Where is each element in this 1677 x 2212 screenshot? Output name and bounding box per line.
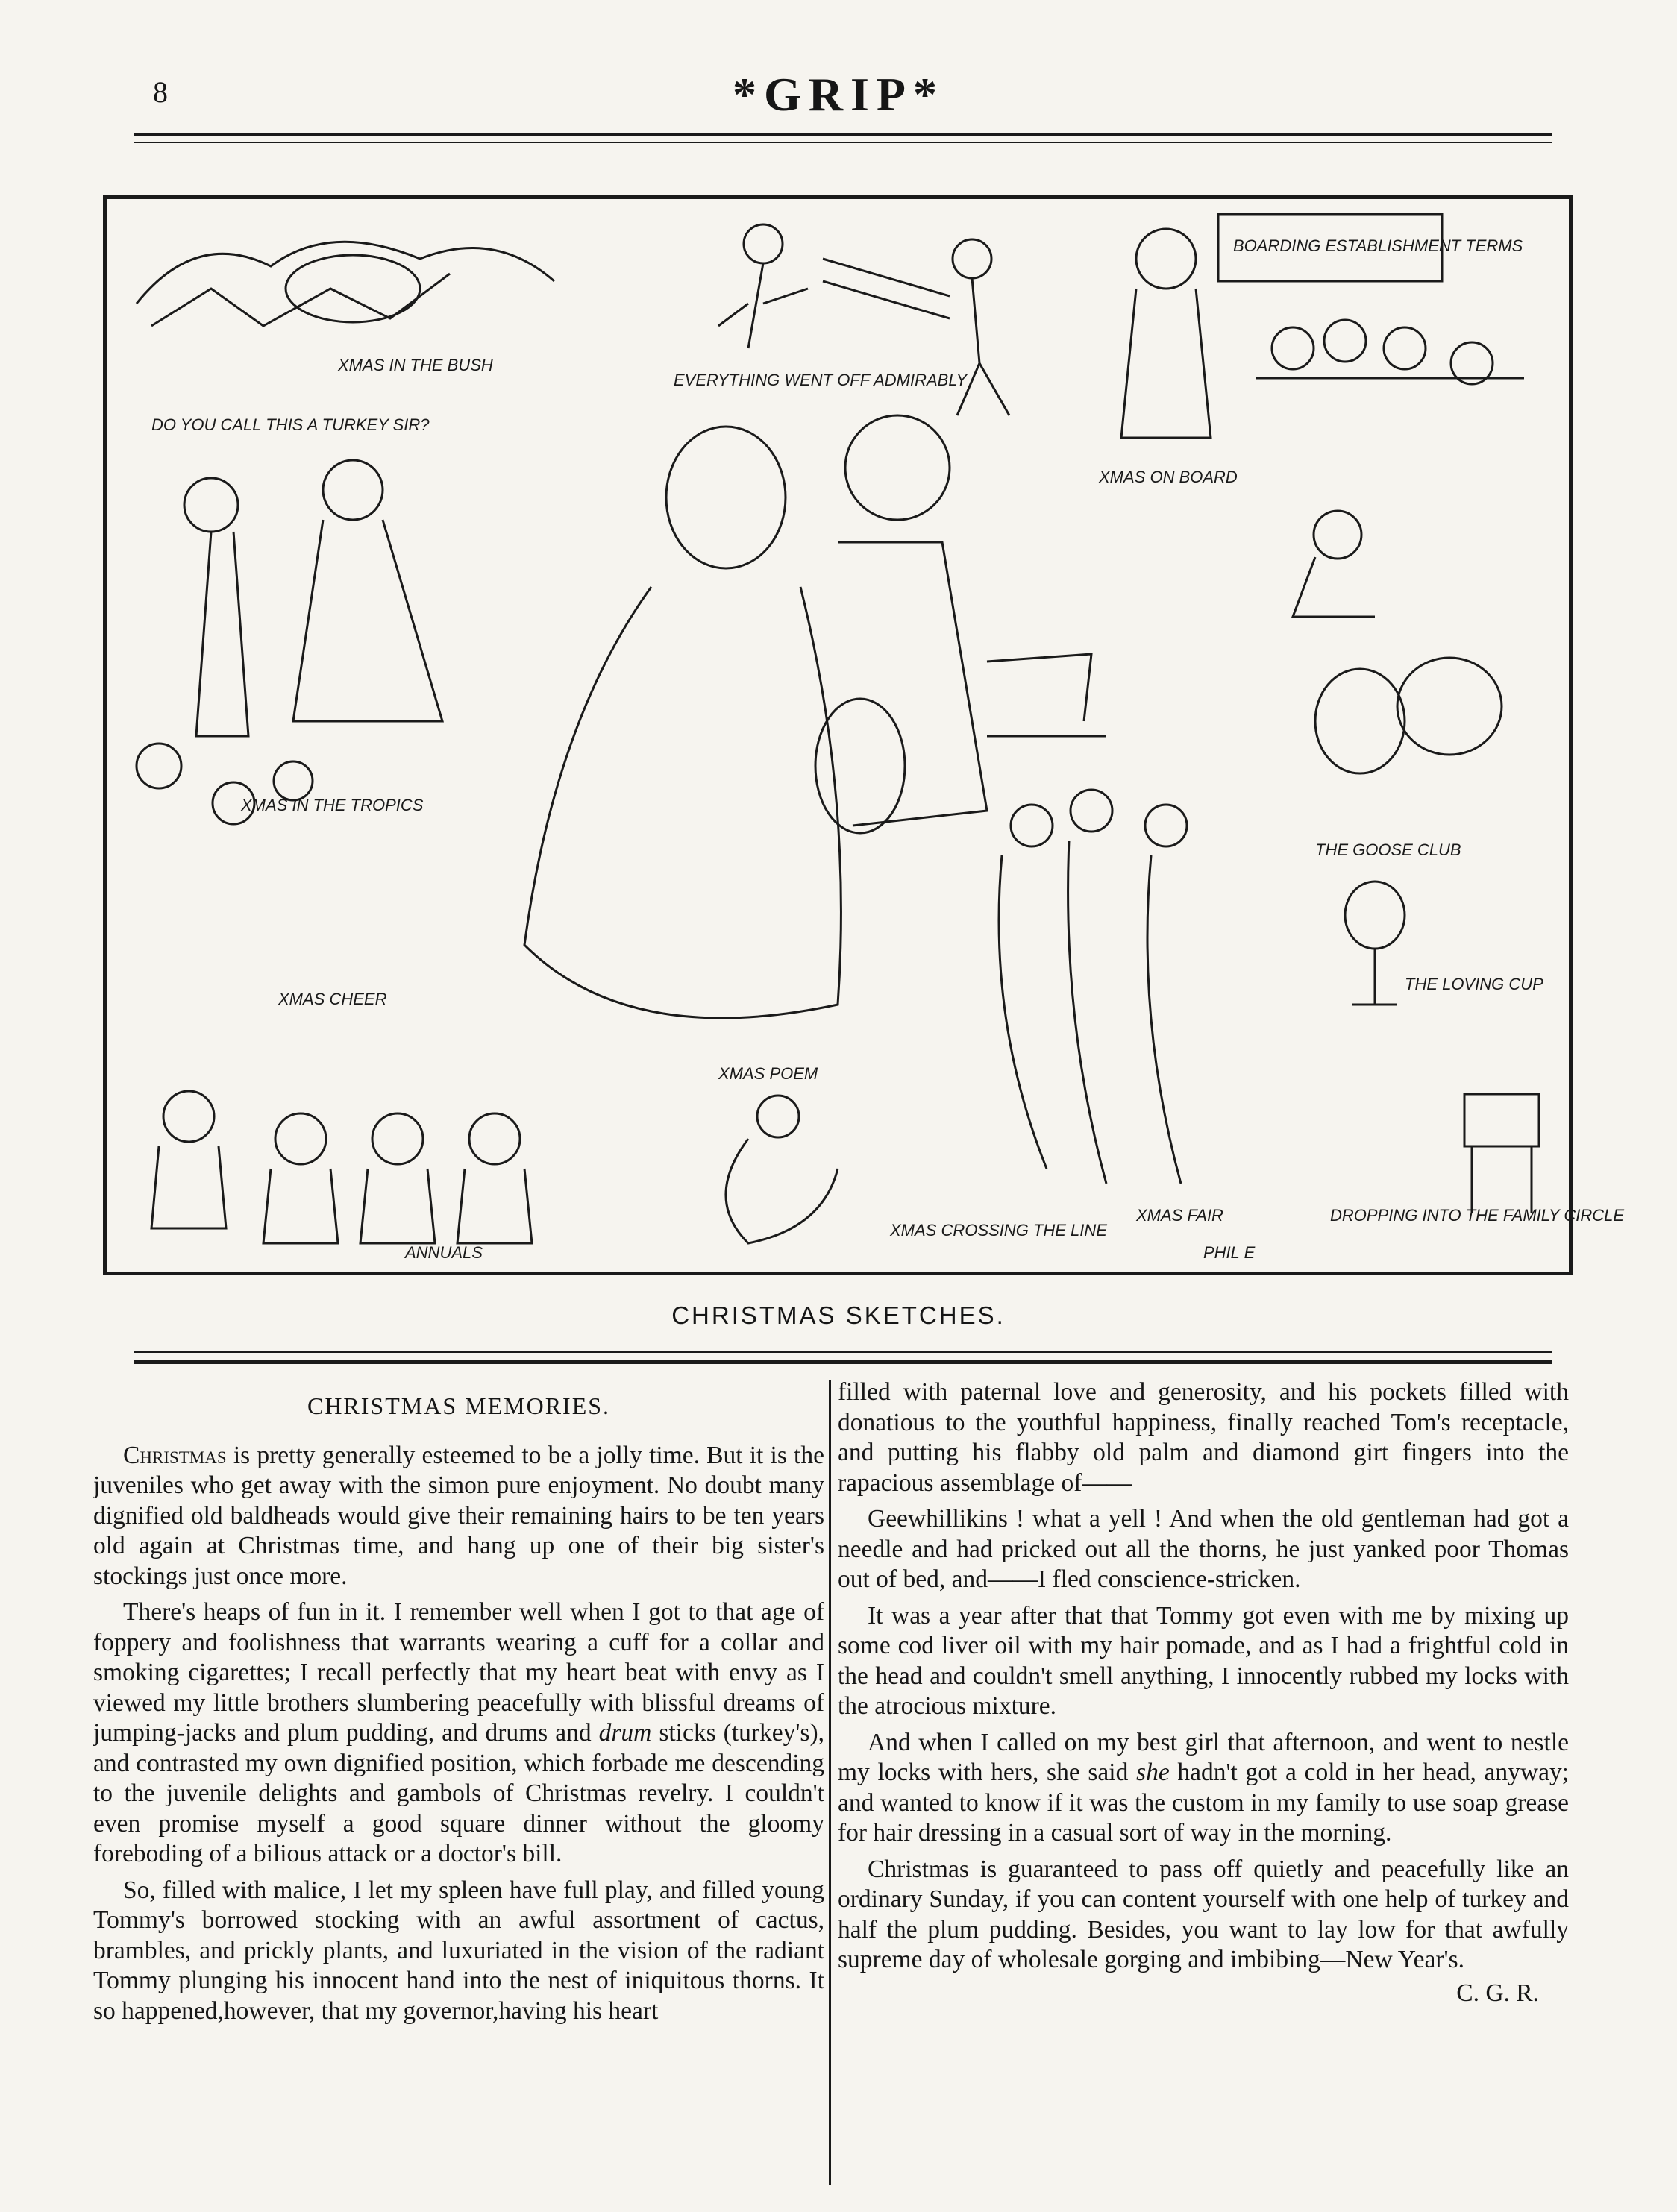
- header-rule-bottom: [134, 142, 1552, 143]
- artist-signature: PHIL E: [1203, 1243, 1256, 1262]
- paragraph-3-continued: filled with paternal love and generosity, and his pockets filled with donatious to the youthful happiness, finally reached Tom's receptacle, and putting his flabby old palm and diamond girt fingers into the rapacious assemblage of——: [838, 1378, 1569, 1497]
- label-xmas-on-board: XMAS ON BOARD: [1099, 468, 1238, 486]
- article-title: CHRISTMAS MEMORIES.: [307, 1392, 611, 1419]
- caption-rule-top: [134, 1351, 1552, 1353]
- label-xmas-poem: XMAS POEM: [718, 1064, 818, 1083]
- paragraph-4: Geewhillikins ! what a yell ! And when the old gentleman had got a needle and had pricked out all the thorns, he just yanked poor Thomas out of bed, and——I fled conscience-stricken.: [838, 1505, 1569, 1593]
- paragraph-2-text-a: There's heaps of fun in it. I remember well when I got to that age of foppery and foolishness that warrants wearing a cuff for a collar and smoking cigarettes; I recall perfectly that my heart beat with envy as I viewed my little brothers slumbering peacefully with blissful dreams of jumping-jacks and plum pudding, and drums and: [93, 1598, 824, 1747]
- header-rule-top: [134, 133, 1552, 136]
- label-boarding-establishment-terms: BOARDING ESTABLISHMENT TERMS: [1233, 236, 1523, 255]
- label-xmas-in-the-tropics: XMAS IN THE TROPICS: [241, 796, 424, 814]
- paragraph-7: Christmas is guaranteed to pass off quietly and peacefully like an ordinary Sunday, if you can content yourself with one help of turkey and half the plum pudding. Besides, you want to lay low for that awfully supreme day of wholesale gorging and imbibing—New Year's.: [838, 1855, 1569, 1973]
- paragraph-1: [93, 1441, 824, 1592]
- paragraph-6: [838, 1728, 1569, 1849]
- label-turkey-speech: DO YOU CALL THIS A TURKEY SIR?: [151, 415, 430, 434]
- article-column-right: [838, 1377, 1569, 2014]
- paragraph-6-text-a: And when I called on my best girl that afternoon, and went to nestle my locks with hers, she said: [838, 1728, 1569, 1786]
- article-column-left: [93, 1383, 824, 2032]
- paragraph-3: So, filled with malice, I let my spleen have full play, and filled young Tommy's borrowed stocking with an awful assortment of cactus, brambles, and prickly plants, and luxuriated in the vision of the radiant Tommy plunging his innocent hand into the nest of iniquitous thorns. It so happened,however, that my governor,having his heart: [93, 1876, 824, 2025]
- caption-rule-bottom: [134, 1360, 1552, 1364]
- paragraph-1-text: is pretty generally esteemed to be a jolly time. But it is the juveniles who get away with the simon pure enjoyment. No doubt many dignified old baldheads would give their remaining hairs to be ten years old again at Christmas time, and hang up one of their big sister's stockings just once more.: [93, 1441, 824, 1590]
- label-xmas-in-the-bush: XMAS IN THE BUSH: [338, 356, 493, 374]
- label-dropping-into-the-family-circle: DROPPING INTO THE FAMILY CIRCLE: [1330, 1206, 1625, 1225]
- label-xmas-crossing-the-line: XMAS CROSSING THE LINE: [890, 1221, 1107, 1239]
- paragraph-1-lead: Christmas: [123, 1441, 227, 1469]
- label-the-goose-club: THE GOOSE CLUB: [1315, 841, 1461, 859]
- paragraph-2: [93, 1597, 824, 1870]
- paragraph-6-text-b: hadn't got a cold in her head, anyway; and wanted to know if it was the custom in my family to use soap grease for hair dressing in a casual sort of way in the morning.: [838, 1759, 1569, 1847]
- column-divider: [829, 1380, 831, 2185]
- paragraph-6-emphasis: she: [1136, 1759, 1170, 1786]
- christmas-sketches-illustration: [103, 195, 1625, 1275]
- paragraph-2-text-b: sticks (turkey's), and contrasted my own dignified position, which forbade me descending to the juvenile delights and gambols of Christmas revelry. I couldn't even promise myself a good square dinner without the gloomy foreboding of a bilious attack or a doctor's bill.: [93, 1719, 824, 1867]
- illustration-caption: CHRISTMAS SKETCHES.: [671, 1301, 1006, 1329]
- label-the-loving-cup: THE LOVING CUP: [1405, 975, 1543, 993]
- label-xmas-cheer: XMAS CHEER: [278, 990, 387, 1008]
- label-annuals: ANNUALS: [405, 1243, 483, 1262]
- page-number: 8: [153, 75, 168, 109]
- paragraph-2-emphasis: drum: [598, 1719, 652, 1747]
- sketch-drawing: [107, 199, 1625, 1272]
- masthead: *GRIP*: [733, 68, 944, 121]
- paragraph-5: It was a year after that that Tommy got even with me by mixing up some cod liver oil with my hair pomade, and as I had a frightful cold in the head and couldn't smell anything, I innocently rubbed my locks with the atrocious mixture.: [838, 1601, 1569, 1720]
- label-xmas-fair: XMAS FAIR: [1136, 1206, 1223, 1225]
- author-signature: C. G. R.: [1456, 1979, 1539, 2007]
- label-everything-went-off-admirably: EVERYTHING WENT OFF ADMIRABLY: [674, 371, 968, 389]
